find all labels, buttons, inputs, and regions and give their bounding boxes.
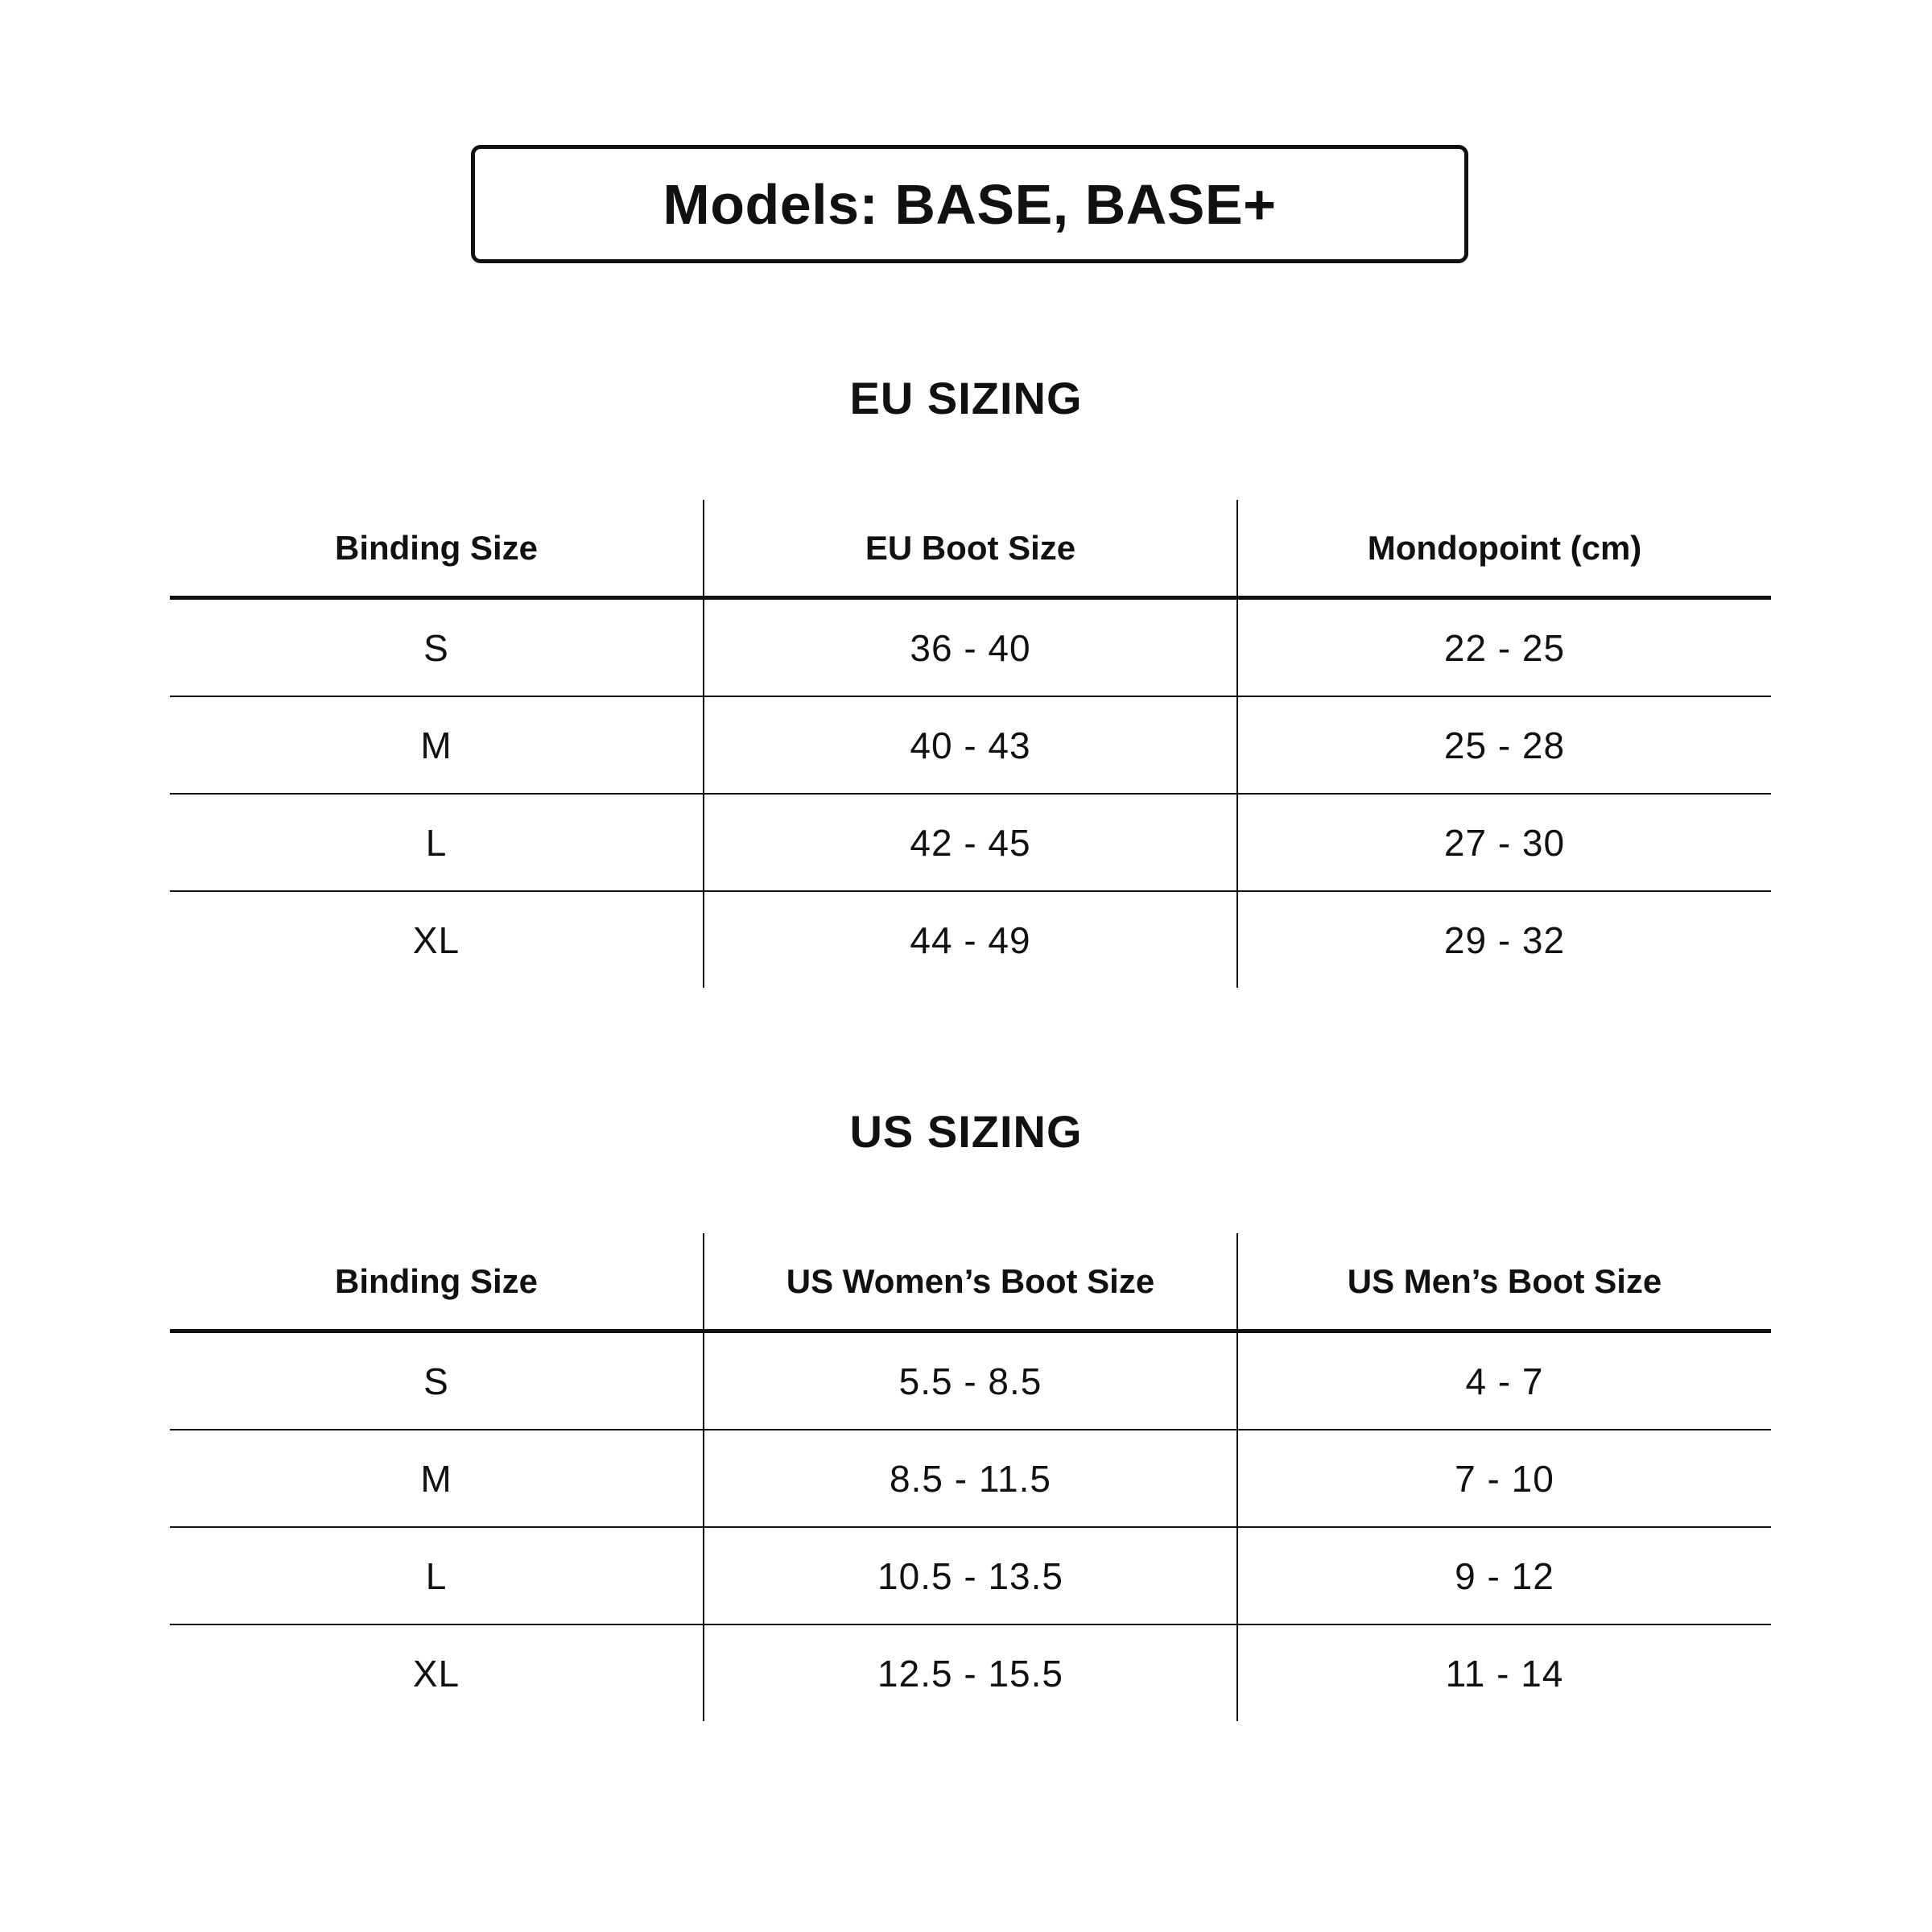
mondopoint-cell: 25 - 28 — [1237, 696, 1771, 794]
column-header-binding-size: Binding Size — [170, 500, 704, 598]
column-header-eu-boot-size: EU Boot Size — [704, 500, 1237, 598]
us-sizing-table — [170, 1233, 1771, 1721]
table-row — [170, 1527, 1771, 1624]
table-row — [170, 1430, 1771, 1527]
us-mens-boot-size-cell: 4 - 7 — [1237, 1331, 1771, 1430]
us-mens-boot-size-cell: 9 - 12 — [1237, 1527, 1771, 1624]
us-womens-boot-size-cell: 5.5 - 8.5 — [704, 1331, 1237, 1430]
binding-size-cell: S — [170, 1331, 704, 1430]
mondopoint-cell: 29 - 32 — [1237, 891, 1771, 988]
table-row — [170, 891, 1771, 988]
table-row — [170, 1624, 1771, 1721]
us-womens-boot-size-cell: 10.5 - 13.5 — [704, 1527, 1237, 1624]
column-header-us-womens-boot-size: US Women’s Boot Size — [704, 1233, 1237, 1331]
us-mens-boot-size-cell: 7 - 10 — [1237, 1430, 1771, 1527]
eu-boot-size-cell: 40 - 43 — [704, 696, 1237, 794]
binding-size-cell: L — [170, 794, 704, 891]
table-row — [170, 794, 1771, 891]
eu-boot-size-cell: 44 - 49 — [704, 891, 1237, 988]
us-sizing-heading: US SIZING — [849, 1106, 1083, 1157]
binding-size-cell: S — [170, 598, 704, 697]
mondopoint-cell: 27 - 30 — [1237, 794, 1771, 891]
column-header-binding-size: Binding Size — [170, 1233, 704, 1331]
eu-boot-size-cell: 42 - 45 — [704, 794, 1237, 891]
binding-size-cell: XL — [412, 1652, 460, 1695]
eu-sizing-heading: EU SIZING — [849, 373, 1083, 423]
table-row — [170, 1331, 1771, 1430]
mondopoint-cell: 22 - 25 — [1237, 598, 1771, 697]
table-row — [170, 598, 1771, 697]
column-header-us-mens-boot-size: US Men’s Boot Size — [1237, 1233, 1771, 1331]
binding-size-cell: M — [170, 1430, 704, 1527]
us-mens-boot-size-cell: 11 - 14 — [1237, 1624, 1771, 1721]
eu-boot-size-cell: 36 - 40 — [704, 598, 1237, 697]
binding-size-cell: L — [170, 1527, 704, 1624]
table-header-row — [170, 1233, 1771, 1331]
table-header-row — [170, 500, 1771, 598]
models-title-box — [471, 145, 1468, 263]
binding-size-cell: XL — [412, 919, 460, 961]
us-womens-boot-size-cell: 12.5 - 15.5 — [704, 1624, 1237, 1721]
binding-size-cell: M — [170, 696, 704, 794]
us-womens-boot-size-cell: 8.5 - 11.5 — [704, 1430, 1237, 1527]
models-title: Models: BASE, BASE+ — [663, 172, 1277, 236]
column-header-mondopoint: Mondopoint (cm) — [1237, 500, 1771, 598]
table-row — [170, 696, 1771, 794]
eu-sizing-table — [170, 500, 1771, 988]
